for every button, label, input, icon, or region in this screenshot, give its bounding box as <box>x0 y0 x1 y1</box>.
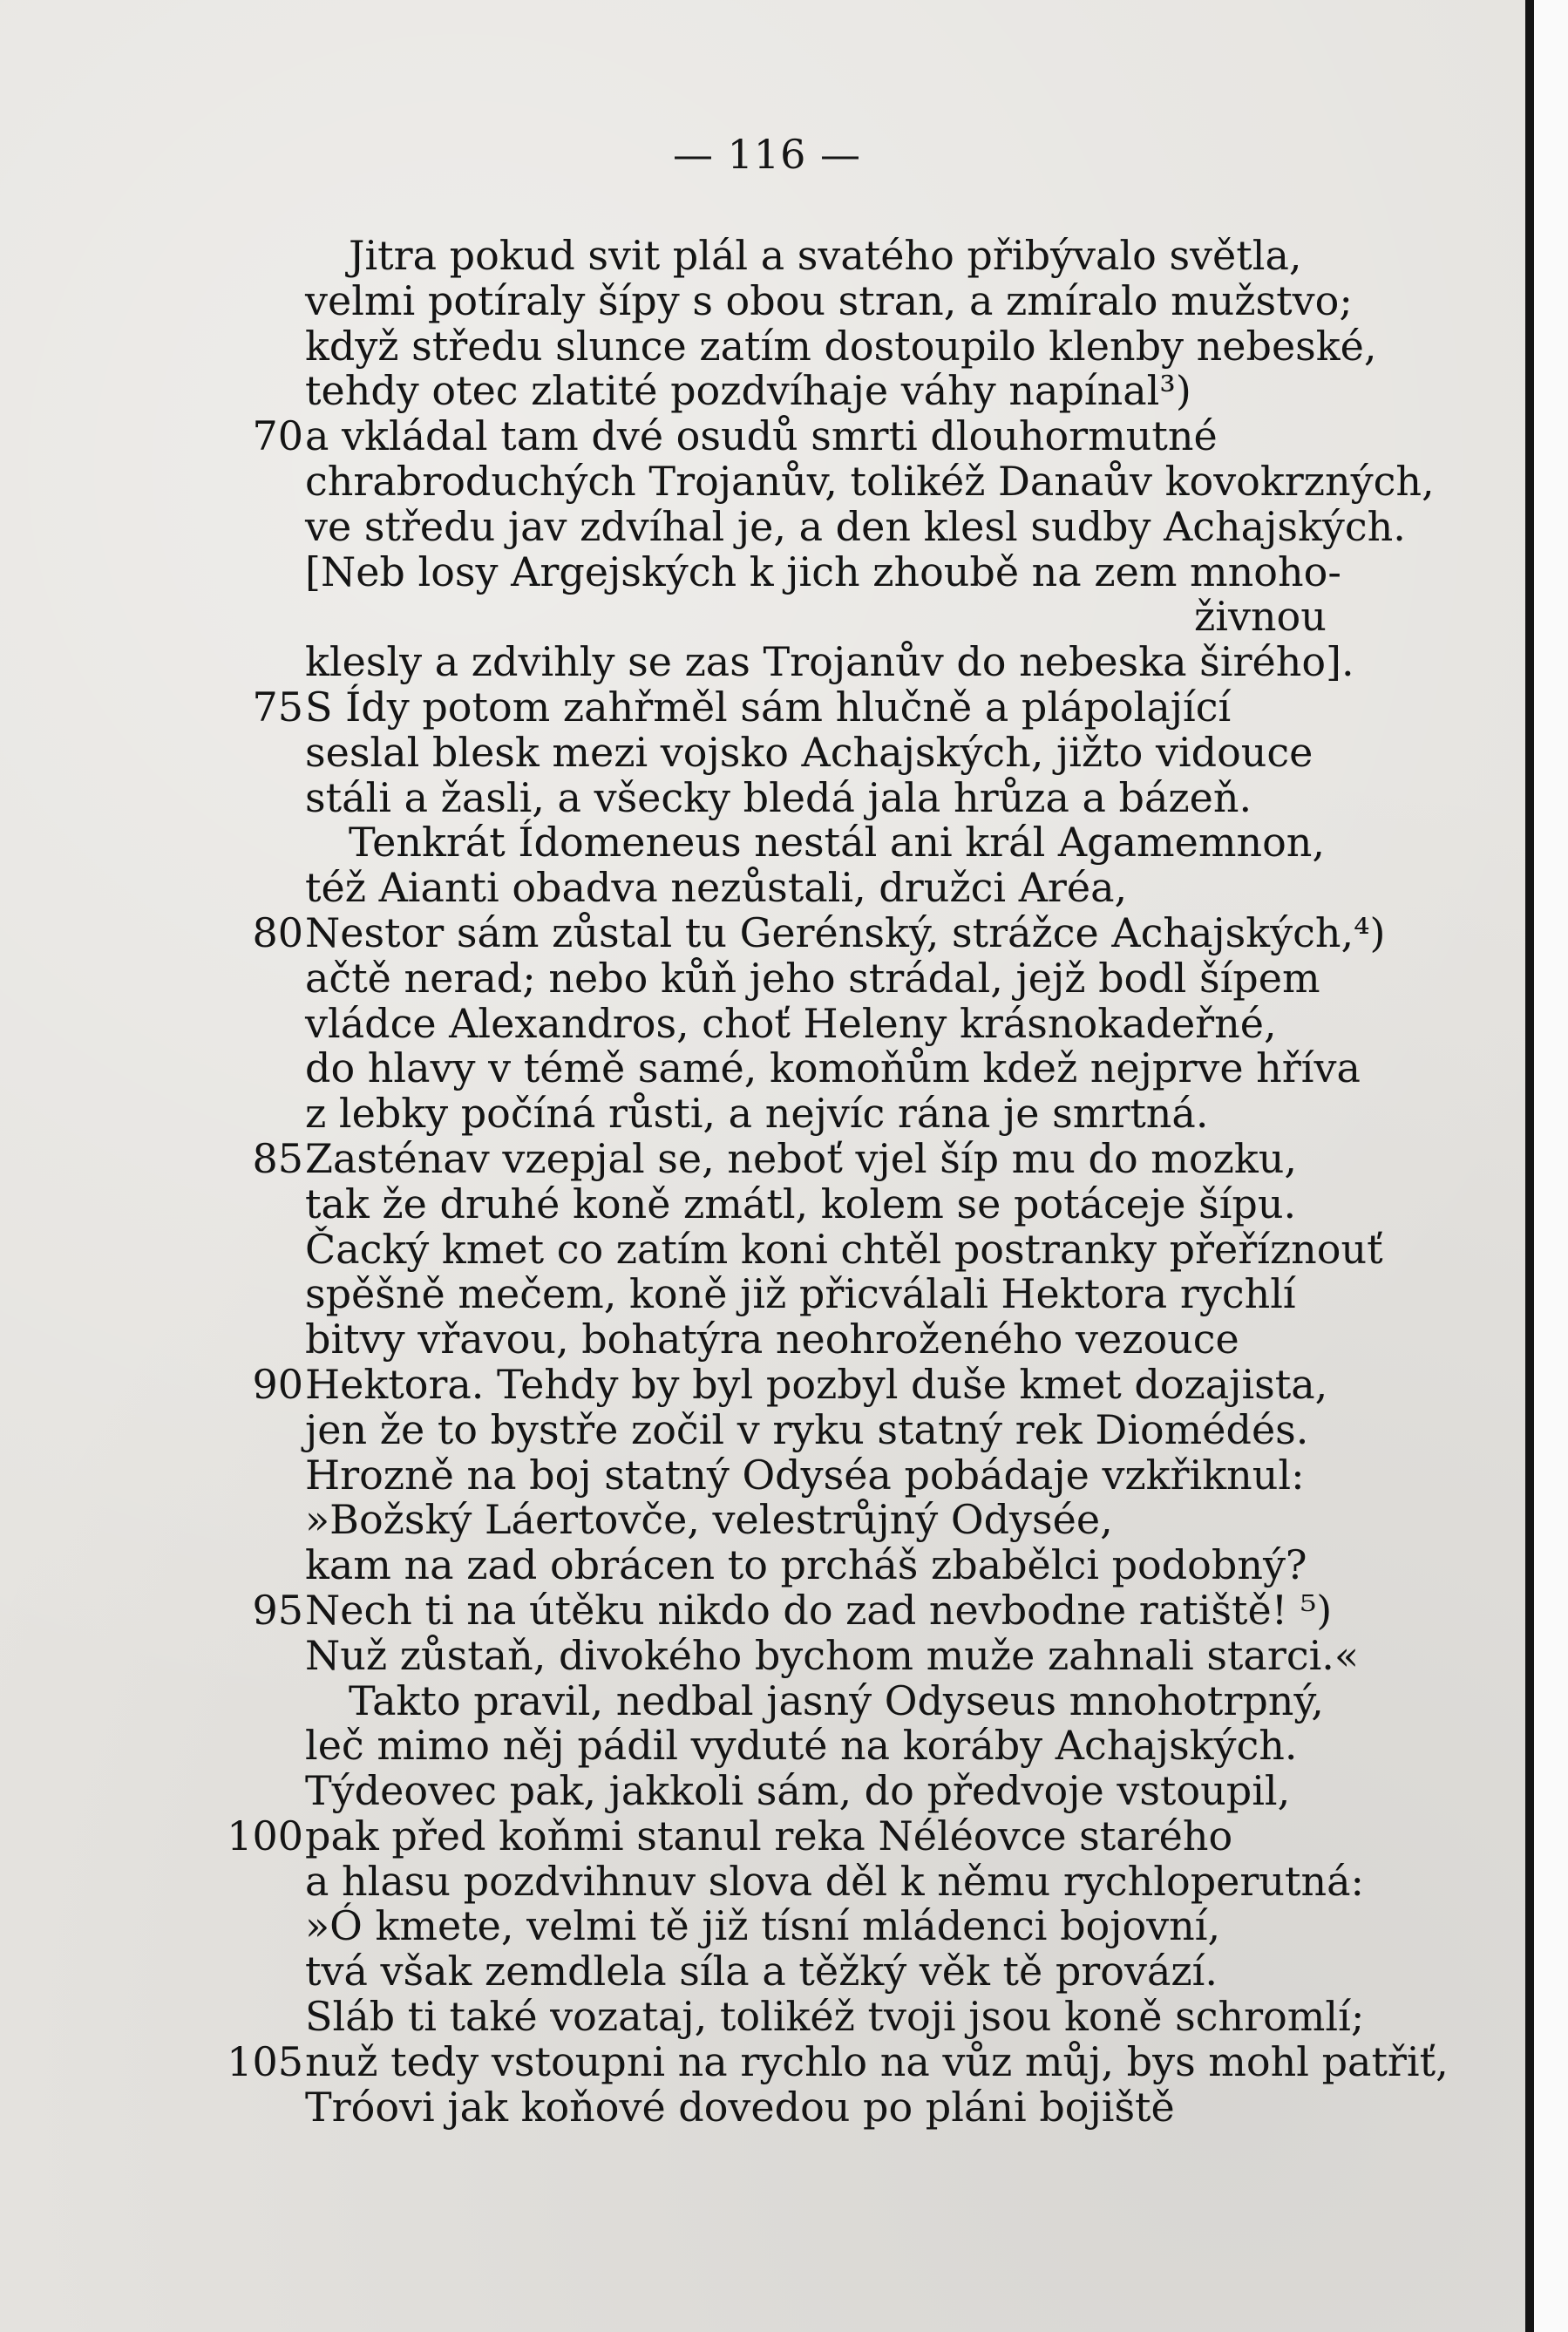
verse-text: pak před koňmi stanul reka Néléovce starého <box>305 1812 1233 1859</box>
line-number: 105 <box>227 2037 303 2085</box>
verse-line <box>0 1134 1534 1182</box>
verse-line <box>0 502 1534 550</box>
verse-text: chrabroduchých Trojanův, tolikéž Danaův kovokrzných, <box>305 457 1435 505</box>
verse-line <box>0 820 1534 866</box>
line-number: 70 <box>252 412 303 460</box>
verse-text: Tróovi jak koňové dovedou po pláni bojiště <box>305 2083 1175 2131</box>
verse-line <box>0 1405 1534 1453</box>
verse-text: Nuž zůstaň, divokého bychom muže zahnali starci.« <box>305 1631 1360 1679</box>
verse-text: seslal blesk mezi vojsko Achajských, jižto vidouce <box>305 728 1313 776</box>
verse-line <box>0 1631 1534 1679</box>
verse-text: tehdy otec zlatité pozdvíhaje váhy napínal³) <box>305 367 1191 415</box>
poem-text <box>0 234 1534 2130</box>
verse-line <box>0 1182 1534 1227</box>
verse-text: jen že to bystře zočil v ryku statný rek Diomédés. <box>305 1405 1309 1453</box>
verse-text: nuž tedy vstoupni na rychlo na vůz můj, bys mohl patřiť, <box>305 2037 1449 2085</box>
verse-line <box>0 773 1534 821</box>
verse-text: Sláb ti také vozataj, tolikéž tvoji jsou koně schromlí; <box>305 1993 1365 2041</box>
verse-line <box>0 1995 1534 2040</box>
line-number: 75 <box>252 683 303 731</box>
verse-text: do hlavy v témě samé, komoňům kdež nejprve hříva <box>305 1044 1361 1092</box>
verse-text: kam na zad obrácen to prcháš zbabělci podobný? <box>305 1541 1307 1589</box>
verse-line <box>0 1046 1534 1091</box>
verse-line <box>0 728 1534 776</box>
verse-text: stáli a žasli, a všecky bledá jala hrůza a bázeň. <box>305 773 1252 821</box>
verse-line <box>0 2085 1534 2131</box>
verse-line <box>0 640 1534 685</box>
verse-line <box>0 1724 1534 1769</box>
verse-line <box>0 1453 1534 1499</box>
verse-text: Takto pravil, nedbal jasný Odyseus mnohotrpný, <box>349 1676 1324 1724</box>
verse-line <box>0 866 1534 911</box>
verse-text: ačtě nerad; nebo kůň jeho strádal, jejž bodl šípem <box>305 954 1320 1002</box>
line-number: 90 <box>252 1360 303 1408</box>
verse-line <box>0 414 1534 459</box>
verse-line <box>0 999 1534 1047</box>
line-number: 100 <box>227 1812 303 1859</box>
verse-line <box>0 1272 1534 1317</box>
line-number: 85 <box>252 1134 303 1182</box>
verse-text: S Ídy potom zahřměl sám hlučně a plápolající <box>305 683 1232 731</box>
verse-line <box>0 1904 1534 1949</box>
verse-text: leč mimo něj pádil vyduté na koráby Achajských. <box>305 1722 1298 1770</box>
verse-line <box>0 685 1534 731</box>
verse-text: Zasténav vzepjal se, neboť vjel šíp mu do mozku, <box>305 1134 1297 1182</box>
verse-text: tvá však zemdlela síla a těžký věk tě provází. <box>305 1948 1218 1995</box>
verse-line <box>0 908 1534 956</box>
verse-line <box>0 1769 1534 1814</box>
verse-line <box>0 234 1534 279</box>
verse-text: velmi potíraly šípy s obou stran, a zmíralo mužstvo; <box>305 276 1353 324</box>
verse-text: vládce Alexandros, choť Heleny krásnokadeřné, <box>305 999 1277 1047</box>
verse-text: bitvy vřavou, bohatýra neohroženého vezouce <box>305 1316 1239 1363</box>
verse-line <box>0 1360 1534 1408</box>
verse-text: a hlasu pozdvihnuv slova děl k němu rychloperutná: <box>305 1857 1365 1905</box>
verse-line <box>0 1498 1534 1543</box>
verse-text: a vkládal tam dvé osudů smrti dlouhormutné <box>305 412 1218 460</box>
verse-text: též Aianti obadva nezůstali, družci Aréa, <box>305 864 1128 912</box>
verse-line <box>0 1588 1534 1634</box>
verse-line <box>0 1543 1534 1588</box>
verse-text: Tenkrát Ídomeneus nestál ani král Agamemnon, <box>349 819 1326 867</box>
verse-text: »Ó kmete, velmi tě již tísní mládenci bojovní, <box>305 1902 1221 1950</box>
verse-line <box>0 1091 1534 1137</box>
verse-line <box>0 459 1534 505</box>
verse-text: Jitra pokud svit plál a svatého přibývalo světla, <box>349 232 1302 279</box>
verse-line <box>0 1227 1534 1273</box>
verse-text: tak že druhé koně zmátl, kolem se potáceje šípu. <box>305 1180 1297 1227</box>
verse-line <box>0 369 1534 414</box>
verse-line <box>0 595 1534 640</box>
verse-text: ve středu jav zdvíhal je, a den klesl sudby Achajských. <box>305 502 1406 550</box>
verse-text: Čacký kmet co zatím koni chtěl postranky přeříznouť <box>305 1225 1383 1273</box>
verse-text: spěšně mečem, koně již přicválali Hektora rychlí <box>305 1270 1296 1318</box>
verse-text: Hrozně na boj statný Odyséa pobádaje vzkřiknul: <box>305 1451 1305 1499</box>
binding-edge <box>1525 0 1534 2332</box>
verse-line <box>0 1317 1534 1363</box>
verse-line <box>0 1676 1534 1724</box>
verse-line <box>0 1814 1534 1859</box>
margin-strip <box>1534 0 1568 2332</box>
verse-text: živnou <box>1194 593 1327 641</box>
verse-text: Nech ti na útěku nikdo do zad nevbodne ratiště! ⁵) <box>305 1586 1333 1634</box>
verse-text: »Božský Láertovče, velestrůjný Odysée, <box>305 1496 1113 1544</box>
page-number: — 116 — <box>672 131 862 178</box>
line-number: 95 <box>252 1586 303 1634</box>
verse-text: Nestor sám zůstal tu Gerénský, strážce Achajských,⁴) <box>305 908 1386 956</box>
verse-line <box>0 324 1534 370</box>
verse-text: Týdeovec pak, jakkoli sám, do předvoje vstoupil, <box>305 1767 1291 1815</box>
verse-line <box>0 2037 1534 2085</box>
verse-text: z lebky počíná růsti, a nejvíc rána je smrtná. <box>305 1090 1209 1138</box>
verse-text: [Neb losy Argejských k jich zhoubě na zem mnoho- <box>305 547 1341 595</box>
verse-line <box>0 276 1534 324</box>
verse-line <box>0 956 1534 1002</box>
verse-line <box>0 1859 1534 1905</box>
verse-text: klesly a zdvihly se zas Trojanův do nebeska širého]. <box>305 638 1354 686</box>
line-number: 80 <box>252 908 303 956</box>
verse-text: když středu slunce zatím dostoupilo klenby nebeské, <box>305 322 1377 370</box>
verse-text: Hektora. Tehdy by byl pozbyl duše kmet dozajista, <box>305 1360 1328 1408</box>
verse-line <box>0 547 1534 595</box>
verse-line <box>0 1949 1534 1995</box>
